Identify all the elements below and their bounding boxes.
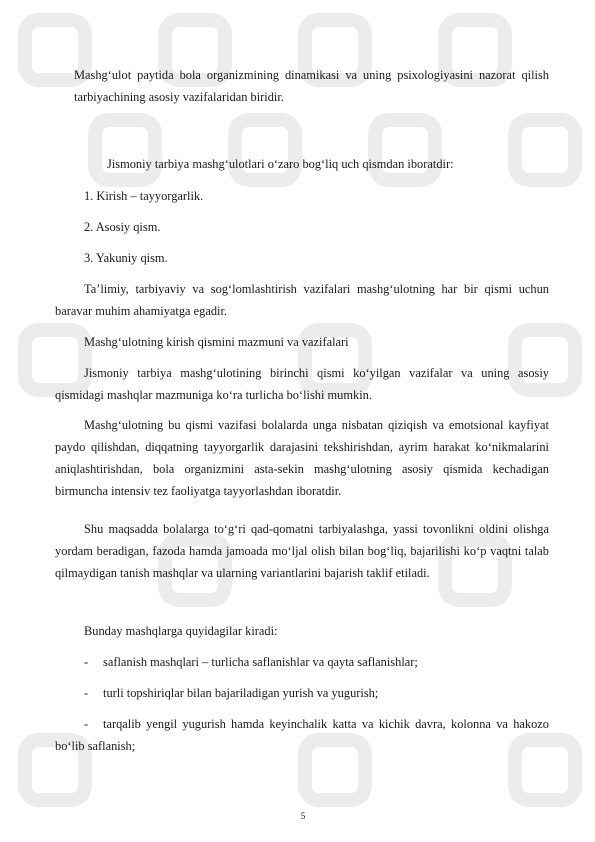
paragraph-exercises: Shu maqsadda bolalarga to‘g‘ri qad-qomatni tarbiyalashga, yassi tovonlikni oldini olishga yordam beradigan, fazoda hamda jamoada mo‘ljal olish bilan bog‘liq, bajarilishi ko‘p vaqtni talab qilmaydigan tanish mashqlar va ularning variantlarini bajarish taklif etiladi.: [55, 522, 549, 580]
list-dash: -: [84, 655, 89, 669]
list-intro: Bunday mashqlarga quyidagilar kiradi:: [84, 624, 278, 638]
page-number: 5: [300, 811, 306, 821]
list-item: [55, 651, 549, 673]
part-item-2: 2. Asosiy qism.: [84, 220, 161, 234]
part-item-1: 1. Kirish – tayyorgarlik.: [84, 189, 204, 203]
intro-paragraph: Mashg‘ulot paytida bola organizmining dinamikasi va uning psixologiyasini nazorat qilish tarbiyachining asosiy vazifalaridan biridir.: [74, 68, 549, 104]
list-item-text: turli topshiriqlar bilan bajariladigan yurish va yugurish;: [103, 686, 379, 700]
list-item-text: saflanish mashqlari – turlicha saflanishlar va qayta saflanishlar;: [103, 655, 418, 669]
part-item-3: 3. Yakuniy qism.: [84, 251, 168, 265]
list-item: [55, 713, 549, 757]
paragraph-purpose: Mashg‘ulotning bu qismi vazifasi bolalarda unga nisbatan qiziqish va emotsional kayfiyat paydo qilishdan, diqqatning tayyorgarlik darajasini tekshirishdan, ayrim harakat ko‘nikmalarini aniqlashtirishdan, bola organizmini asta-sekin mashg‘ulotning asosiy qismida kechadigan birmuncha intensiv tez faoliyatga tayyorlashdan iboratdir.: [55, 418, 549, 498]
list-item-text: tarqalib yengil yugurish hamda keyinchalik katta va kichik davra, kolonna va hakozo bo‘lib saflanish;: [55, 717, 549, 753]
list-dash: -: [84, 686, 89, 700]
paragraph-first-part: Jismoniy tarbiya mashg‘ulotining birinchi qismi ko‘yilgan vazifalar va uning asosiy qismidagi mashqlar mazmuniga ko‘ra turlicha bo‘lishi mumkin.: [55, 366, 549, 402]
parts-heading: Jismoniy tarbiya mashg‘ulotlari o‘zaro bog‘liq uch qismdan iboratdir:: [107, 157, 454, 171]
section-title: Mashg‘ulotning kirish qismini mazmuni va vazifalari: [84, 335, 349, 349]
list-dash: -: [84, 717, 89, 731]
paragraph-tasks: Ta’limiy, tarbiyaviy va sog‘lomlashtirish vazifalari mashg‘ulotning har bir qismi uchun baravar muhim ahamiyatga egadir.: [55, 282, 549, 318]
list-item: [55, 682, 549, 704]
